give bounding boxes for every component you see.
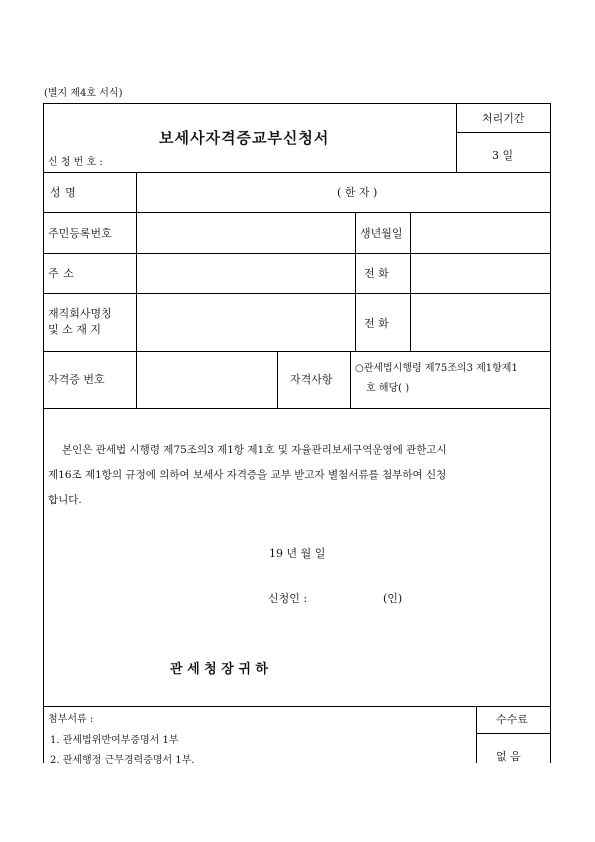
- attachment-item-1: 1. 관세법위반여부증명서 1부: [50, 735, 179, 746]
- address-label: 주 소: [48, 267, 75, 280]
- date-line: 19 년 월 일: [269, 547, 326, 560]
- frame-top: [43, 103, 551, 104]
- sub-label-divider-left: [355, 212, 356, 351]
- row-line-5: [43, 351, 551, 352]
- company-label-line1: 재직회사명칭: [48, 307, 112, 320]
- name-hanja-label: ( 한 자 ): [337, 186, 378, 199]
- address-field[interactable]: [137, 254, 355, 293]
- resident-number-field[interactable]: [137, 213, 355, 253]
- seal-mark: (인): [383, 592, 403, 605]
- phone-field-1[interactable]: [411, 254, 550, 293]
- processing-period-value: 3 일: [492, 149, 514, 162]
- fee-divider: [476, 706, 477, 763]
- statement-line1: 본인은 관세법 시행령 제75조의3 제1항 제1호 및 자율관리보세구역운영에 관한고시: [62, 444, 447, 456]
- phone-label-1: 전 화: [364, 267, 389, 280]
- birth-date-field[interactable]: [411, 213, 550, 253]
- fee-header-line: [476, 733, 551, 734]
- name-field[interactable]: [137, 173, 550, 212]
- statement-line2: 제16조 제1항의 규정에 의하여 보세사 자격증을 교부 받고자 별첨서류를 첨부하여 신청: [48, 469, 447, 481]
- frame-left: [43, 103, 44, 763]
- attachments-label: 첨부서류 :: [48, 714, 94, 725]
- qualification-text-line1: ○관세법시행령 제75조의3 제1항제1: [355, 363, 518, 374]
- row-line-6: [43, 408, 551, 409]
- attachments-top-line: [43, 706, 551, 707]
- annex-label: (별지 제4호 서식): [44, 88, 123, 99]
- period-divider: [456, 132, 551, 133]
- applicant-label: 신청인 :: [268, 592, 308, 605]
- header-divider: [456, 103, 457, 172]
- birth-date-label: 생년월일: [360, 227, 403, 240]
- application-number-label: 신 청 번 호 :: [48, 157, 103, 168]
- company-label-line2: 및 소 재 지: [48, 323, 101, 336]
- form-title: 보세사자격증교부신청서: [159, 129, 330, 147]
- attachment-item-2: 2. 관세행정 근무경력증명서 1부.: [50, 755, 195, 766]
- fee-value: 없 음: [496, 750, 521, 763]
- applicant-name-field[interactable]: [318, 588, 378, 606]
- statement-line3: 합니다.: [48, 494, 82, 506]
- license-number-label: 자격증 번호: [48, 373, 105, 386]
- resident-number-label: 주민등록번호: [48, 227, 112, 240]
- qualification-label: 자격사항: [290, 373, 333, 386]
- fee-label: 수수료: [496, 713, 528, 726]
- license-number-field[interactable]: [137, 352, 277, 408]
- name-label: 성 명: [50, 186, 77, 199]
- company-field[interactable]: [137, 294, 355, 351]
- frame-right: [550, 103, 551, 763]
- phone-field-2[interactable]: [411, 294, 550, 351]
- addressee: 관 세 청 장 귀 하: [170, 662, 268, 677]
- license-row-divider-2: [350, 351, 351, 408]
- processing-period-label: 처리기간: [482, 112, 525, 125]
- phone-label-2: 전 화: [364, 317, 389, 330]
- license-row-divider-1: [277, 351, 278, 408]
- qualification-text-line2: 호 해당( ): [366, 383, 410, 394]
